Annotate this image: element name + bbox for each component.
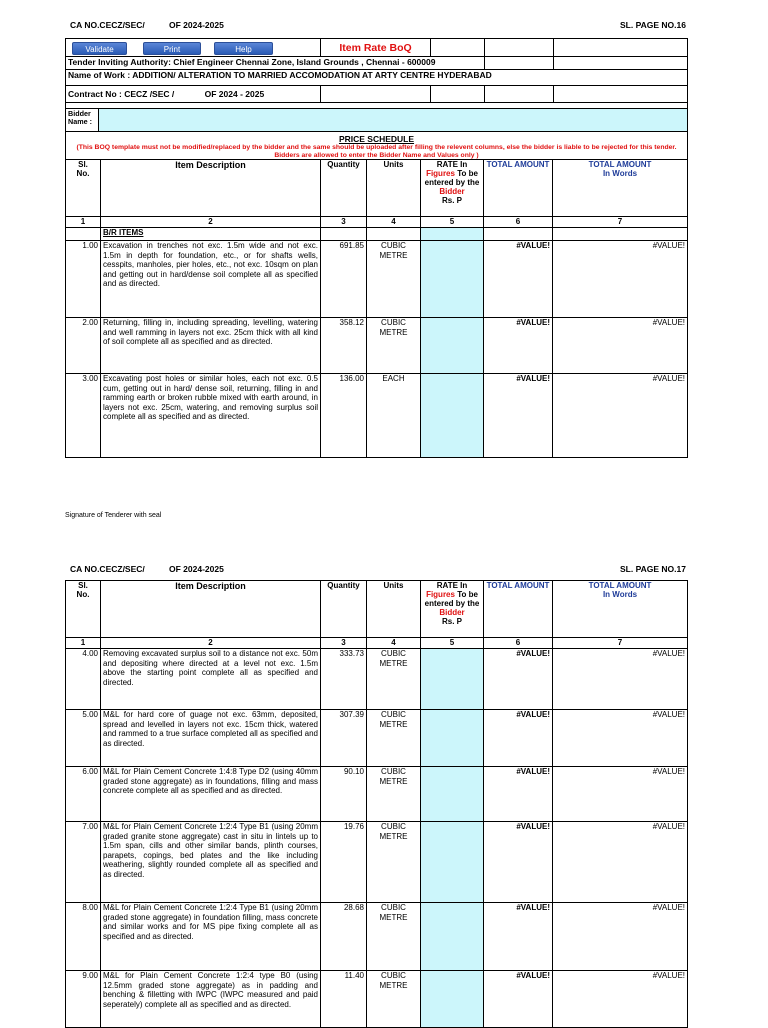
item-row bbox=[66, 710, 688, 767]
header-table bbox=[65, 38, 688, 162]
item-row bbox=[66, 649, 688, 710]
rate-input[interactable] bbox=[421, 710, 484, 767]
item-total-amount: #VALUE! bbox=[484, 318, 553, 374]
item-amount-in-words: #VALUE! bbox=[553, 318, 688, 374]
item-total-amount: #VALUE! bbox=[484, 971, 553, 1028]
section-row bbox=[66, 228, 688, 241]
page-number: SL. PAGE NO.16 bbox=[620, 20, 686, 30]
col-units-header: Units bbox=[367, 581, 421, 638]
item-unit: EACH bbox=[367, 374, 421, 458]
rate-input[interactable] bbox=[421, 241, 484, 318]
item-row bbox=[66, 822, 688, 903]
item-amount-in-words: #VALUE! bbox=[553, 374, 688, 458]
item-sl: 2.00 bbox=[66, 318, 101, 374]
item-sl: 4.00 bbox=[66, 649, 101, 710]
column-number-row: 1 2 3 4 5 6 7 bbox=[66, 638, 688, 649]
item-sl: 9.00 bbox=[66, 971, 101, 1028]
tender-authority: Tender Inviting Authority: Chief Engineer Chennai Zone, Island Grounds , Chennai - 600009 bbox=[66, 57, 485, 70]
item-row bbox=[66, 903, 688, 971]
item-amount-in-words: #VALUE! bbox=[553, 241, 688, 318]
rate-input[interactable] bbox=[421, 903, 484, 971]
col-qty-header: Quantity bbox=[321, 160, 367, 217]
col-sl-header: Sl. No. bbox=[76, 160, 90, 178]
contract-number: Contract No : CECZ /SEC / bbox=[68, 89, 175, 99]
item-quantity: 691.85 bbox=[321, 241, 367, 318]
item-total-amount: #VALUE! bbox=[484, 649, 553, 710]
help-button[interactable]: Help bbox=[214, 42, 273, 55]
item-unit: CUBIC METRE bbox=[367, 649, 421, 710]
item-description: M&L for Plain Cement Concrete 1:4:8 Type D2 (using 40mm graded stone aggregate) as in foundations, filling and mass concrete complete all as specified and as directed. bbox=[101, 767, 321, 822]
item-unit: CUBIC METRE bbox=[367, 710, 421, 767]
column-header-row bbox=[66, 160, 688, 217]
boq-title: Item Rate BoQ bbox=[321, 39, 431, 57]
of-year: OF 2024-2025 bbox=[169, 20, 224, 30]
item-total-amount: #VALUE! bbox=[484, 903, 553, 971]
item-sl: 8.00 bbox=[66, 903, 101, 971]
col-item-header: Item Description bbox=[101, 160, 321, 217]
item-total-amount: #VALUE! bbox=[484, 241, 553, 318]
col-item-header: Item Description bbox=[101, 581, 321, 638]
ca-number-page-17: CA NO.CECZ/SEC/ bbox=[70, 564, 145, 574]
rate-input[interactable] bbox=[421, 822, 484, 903]
item-total-amount: #VALUE! bbox=[484, 710, 553, 767]
item-quantity: 136.00 bbox=[321, 374, 367, 458]
item-row bbox=[66, 767, 688, 822]
item-description: M&L for Plain Cement Concrete 1:2:4 type B0 (using 12.5mm graded stone aggregate) as in padding and benching & filletting with IWPC (IWPC measured and paid seperately) complete all as specified and as directed. bbox=[101, 971, 321, 1028]
item-quantity: 358.12 bbox=[321, 318, 367, 374]
item-quantity: 333.73 bbox=[321, 649, 367, 710]
item-description: Excavating post holes or similar holes, each not exc. 0.5 cum, getting out in hard/ dense soil, returning, filling in and ramming earth or broken rubble mixed with earth around, in layers not exc. 25cm, watering, and removing surplus soil complete all as specified and as directed. bbox=[101, 374, 321, 458]
item-amount-in-words: #VALUE! bbox=[553, 767, 688, 822]
rate-input[interactable] bbox=[421, 318, 484, 374]
signature-label: Signature of Tenderer with seal bbox=[65, 512, 162, 519]
col-rate-header: RATE In Figures To be entered by the Bidder Rs. P bbox=[421, 581, 484, 638]
item-quantity: 307.39 bbox=[321, 710, 367, 767]
rate-input[interactable] bbox=[421, 374, 484, 458]
item-quantity: 11.40 bbox=[321, 971, 367, 1028]
item-description: Removing excavated surplus soil to a distance not exc. 50m and depositing where directed at a level not exc. 1.5m above the starting point complete all as specified and directed. bbox=[101, 649, 321, 710]
item-description: M&L for Plain Cement Concrete 1:2:4 Type B1 (using 20mm graded stone aggregate) in foundation filling, mass concrete and similar works and for MS pipe fixing complete all as specified and as directed. bbox=[101, 903, 321, 971]
item-description: M&L for hard core of guage not exc. 63mm, deposited, spread and levelled in layers not exc. 15cm thick, watered and rammed to a true surface completed all as specified and as directed. bbox=[101, 710, 321, 767]
item-row bbox=[66, 241, 688, 318]
item-amount-in-words: #VALUE! bbox=[553, 649, 688, 710]
contract-year: OF 2024 - 2025 bbox=[204, 89, 265, 99]
item-quantity: 90.10 bbox=[321, 767, 367, 822]
item-amount-in-words: #VALUE! bbox=[553, 903, 688, 971]
item-sl: 6.00 bbox=[66, 767, 101, 822]
rate-input[interactable] bbox=[421, 971, 484, 1028]
item-sl: 3.00 bbox=[66, 374, 101, 458]
item-unit: CUBIC METRE bbox=[367, 971, 421, 1028]
item-amount-in-words: #VALUE! bbox=[553, 822, 688, 903]
bidder-name-label: Bidder Name : bbox=[66, 109, 99, 131]
section-title: B/R ITEMS bbox=[101, 228, 321, 241]
col-sl-header: Sl. No. bbox=[76, 581, 90, 599]
validate-button[interactable]: Validate bbox=[72, 42, 127, 55]
col-qty-header: Quantity bbox=[321, 581, 367, 638]
item-total-amount: #VALUE! bbox=[484, 822, 553, 903]
rate-input[interactable] bbox=[421, 767, 484, 822]
item-sl: 5.00 bbox=[66, 710, 101, 767]
column-number-row: 1 2 3 4 5 6 7 bbox=[66, 217, 688, 228]
page-number-17: SL. PAGE NO.17 bbox=[620, 564, 686, 574]
ca-number: CA NO.CECZ/SEC/ bbox=[70, 20, 145, 30]
price-schedule-title: PRICE SCHEDULE bbox=[338, 134, 415, 144]
item-unit: CUBIC METRE bbox=[367, 767, 421, 822]
item-quantity: 19.76 bbox=[321, 822, 367, 903]
name-of-work: Name of Work : ADDITION/ ALTERATION TO MARRIED ACCOMODATION AT ARTY CENTRE HYDERABAD bbox=[66, 70, 688, 86]
price-table-page-16 bbox=[65, 159, 688, 458]
item-unit: CUBIC METRE bbox=[367, 822, 421, 903]
price-table-page-17 bbox=[65, 580, 688, 1028]
item-quantity: 28.68 bbox=[321, 903, 367, 971]
col-total-header: TOTAL AMOUNT bbox=[484, 160, 553, 217]
item-description: Returning, filling in, including spreading, levelling, watering and well ramming in layers not exc. 25cm thick with all kind of soil complete all as specified and as directed. bbox=[101, 318, 321, 374]
bidder-name-input[interactable] bbox=[99, 109, 687, 131]
col-rate-header: RATE In Figures To be entered by the Bidder Rs. P bbox=[421, 160, 484, 217]
item-unit: CUBIC METRE bbox=[367, 241, 421, 318]
item-description: M&L for Plain Cement Concrete 1:2:4 Type B1 (using 20mm graded granite stone aggregate) cast in situ in lintels up to 1.5m span, cills and other similar bands, plinth courses, parapets, copings, bed plates and the like including weathering, slightly rounded complete all as specified and as directed. bbox=[101, 822, 321, 903]
item-total-amount: #VALUE! bbox=[484, 767, 553, 822]
col-total-header: TOTAL AMOUNT bbox=[484, 581, 553, 638]
of-year-page-17: OF 2024-2025 bbox=[169, 564, 224, 574]
column-header-row bbox=[66, 581, 688, 638]
item-sl: 1.00 bbox=[66, 241, 101, 318]
col-units-header: Units bbox=[367, 160, 421, 217]
item-amount-in-words: #VALUE! bbox=[553, 710, 688, 767]
item-row bbox=[66, 318, 688, 374]
col-words-header: TOTAL AMOUNT In Words bbox=[553, 581, 688, 638]
item-row bbox=[66, 971, 688, 1028]
item-amount-in-words: #VALUE! bbox=[553, 971, 688, 1028]
item-unit: CUBIC METRE bbox=[367, 903, 421, 971]
item-description: Excavation in trenches not exc. 1.5m wide and not exc. 1.5m in depth for foundation, etc., or for shafts wells, cesspits, manholes, pier holes, etc., not exc. 10sqm on plan and getting out in hard/dense soil complete all as specified and as directed. bbox=[101, 241, 321, 318]
item-unit: CUBIC METRE bbox=[367, 318, 421, 374]
item-row bbox=[66, 374, 688, 458]
col-words-header: TOTAL AMOUNT In Words bbox=[553, 160, 688, 217]
boq-notice: (This BOQ template must not be modified/replaced by the bidder and the same should be uploaded after filling the relevent columns, else the bidder is liable to be rejected for this tender. Bidders are allowed to enter the Bidder Name and Values only ) bbox=[76, 144, 677, 159]
item-sl: 7.00 bbox=[66, 822, 101, 903]
print-button[interactable]: Print bbox=[143, 42, 201, 55]
item-total-amount: #VALUE! bbox=[484, 374, 553, 458]
rate-input[interactable] bbox=[421, 649, 484, 710]
